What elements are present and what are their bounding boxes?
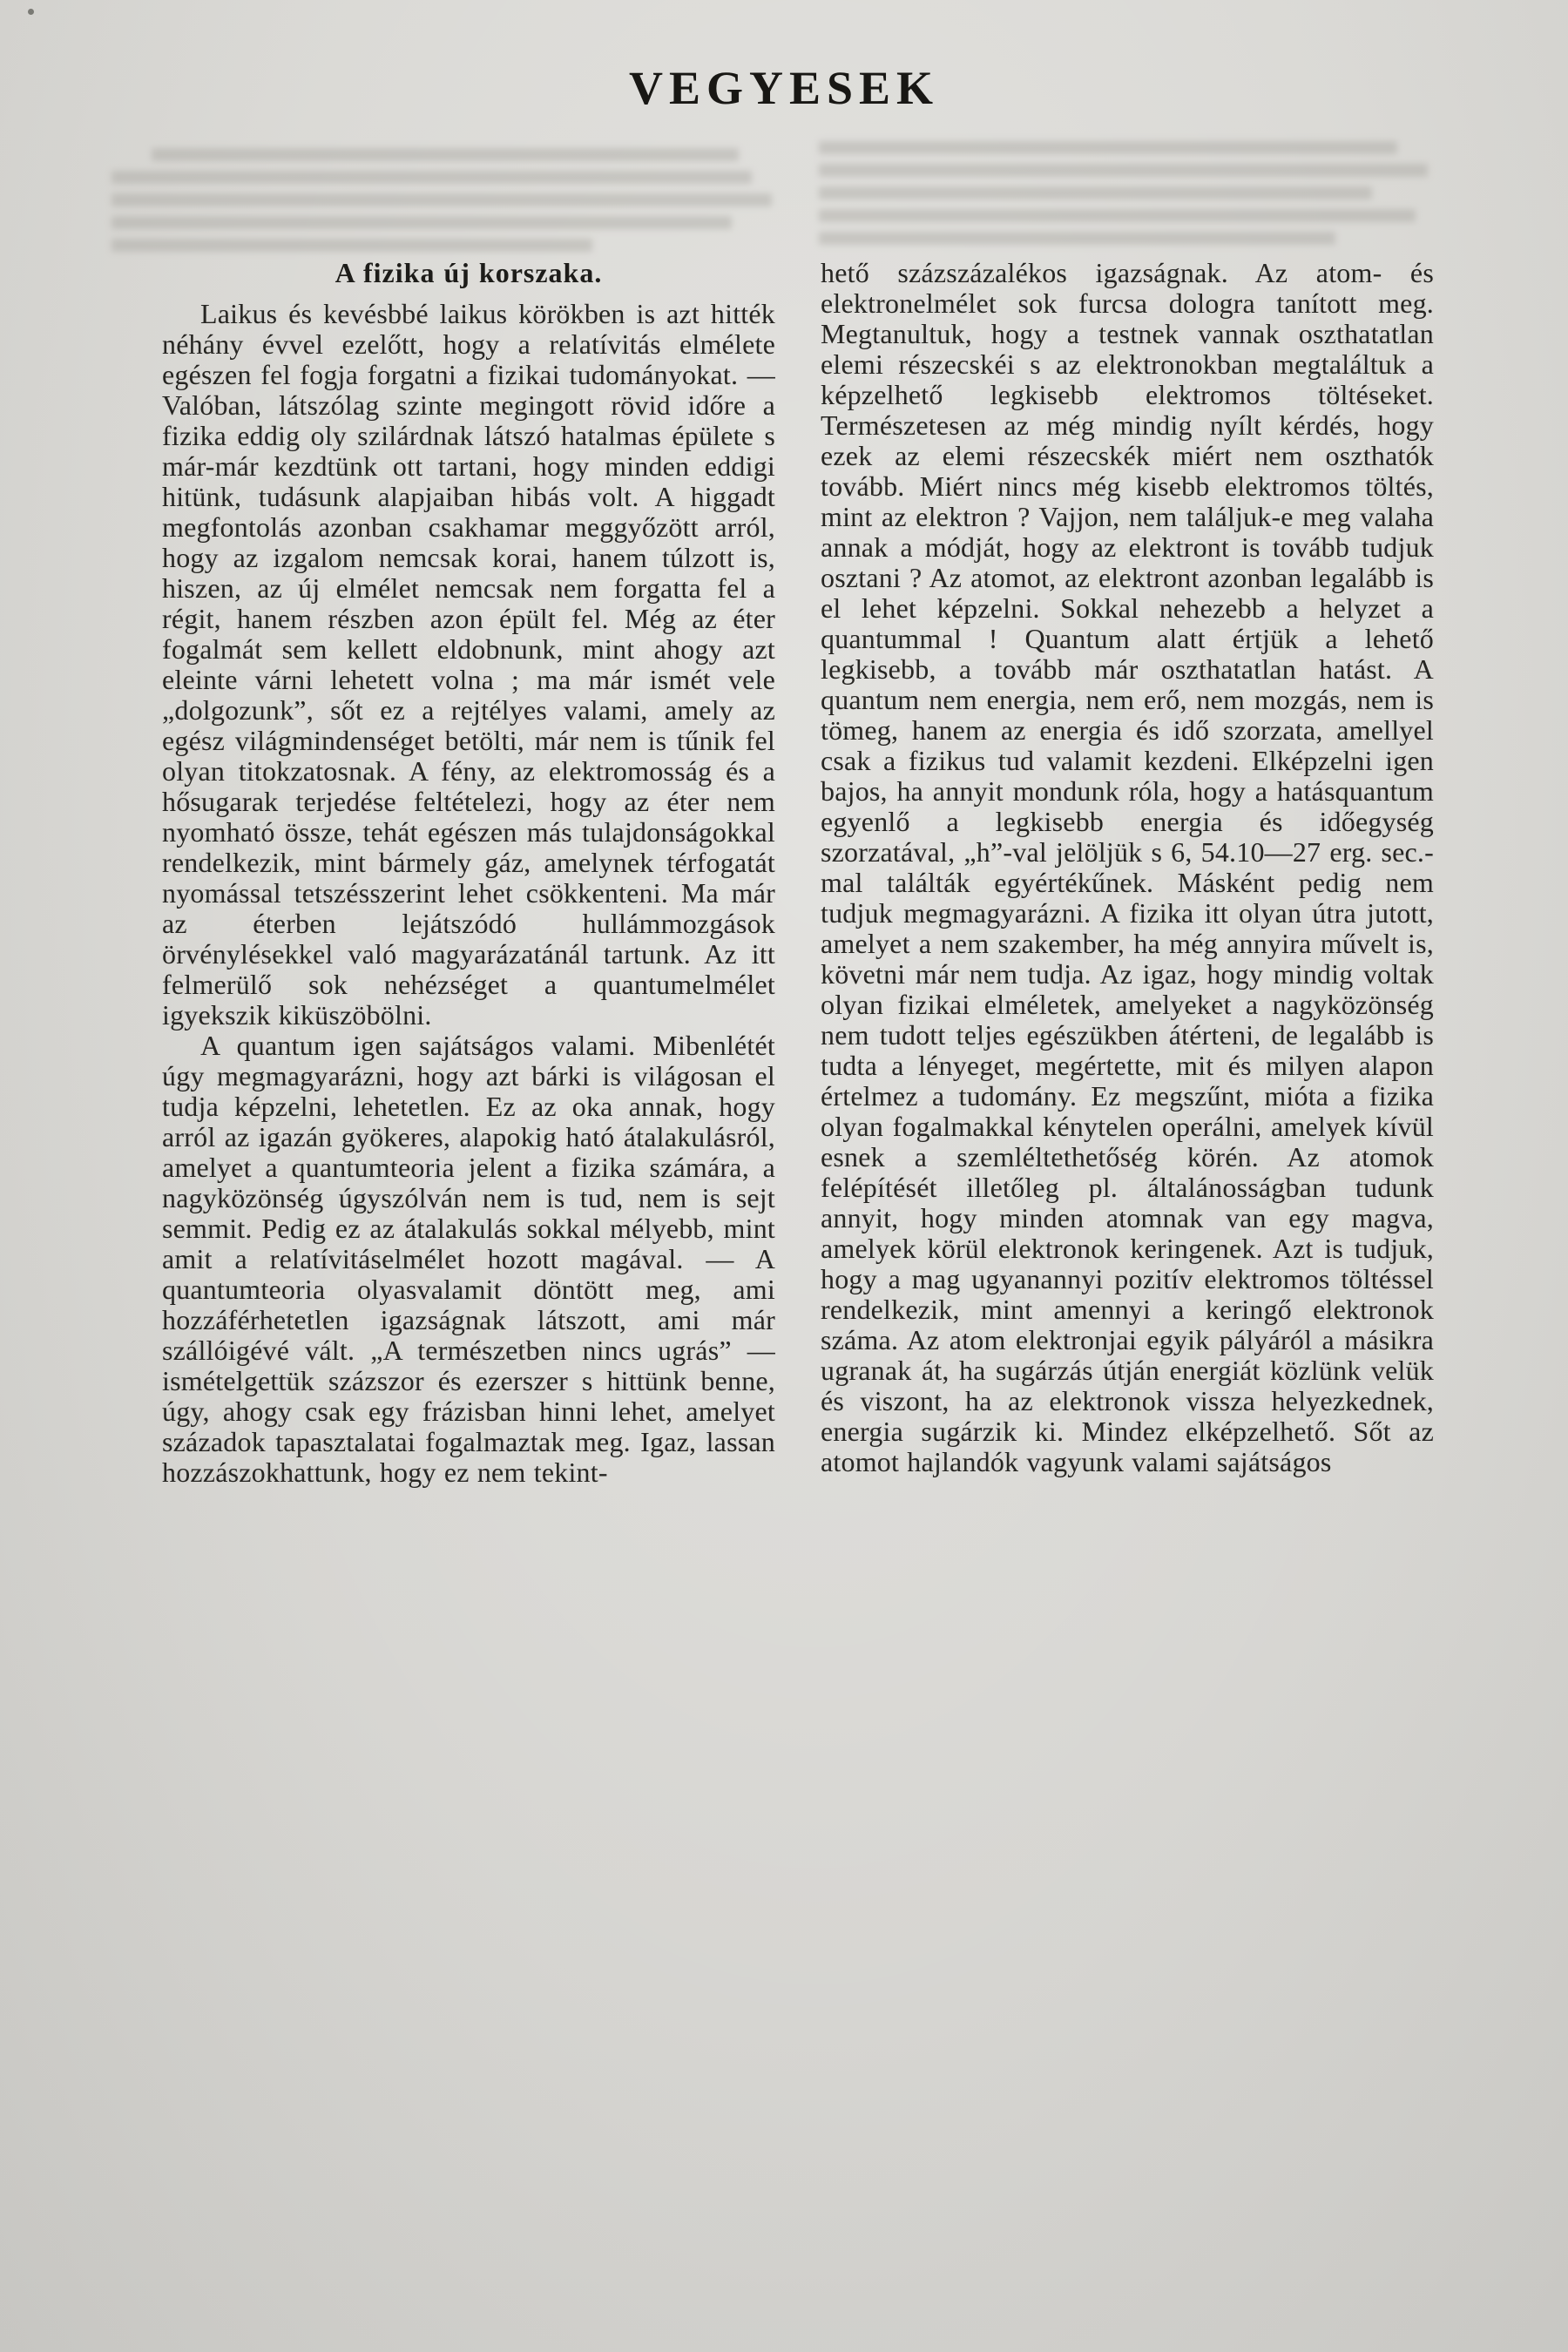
left-column [162,258,775,1488]
article-paragraph: hető százszázalékos igazságnak. Az atom- és elektronelmélet sok furcsa dologra tanított meg. Megtanultuk, hogy a testnek vannak oszthatatlan elemi részecskéi s az elektronokban megtaláltuk a képzelhető legkisebb elektromos töltéseket. Természetesen az még mindig nyílt kérdés, hogy ezek az elemi részecskék miért nem oszthatók tovább. Miért nincs még kisebb elektromos töltés, mint az elektron ? Vajjon, nem találjuk-e meg valaha annak a módját, hogy az elektront is tovább tudjuk osztani ? Az atomot, az elektront azonban legalább is el lehet képzelni. Sokkal nehezebb a helyzet a quantummal ! Quantum alatt értjük a lehető legkisebb, a tovább már oszthatatlan hatást. A quantum nem energia, nem erő, nem mozgás, nem is tömeg, hanem az energia és idő szorzata, amellyel csak a fizikus tud valamit kezdeni. Elképzelni igen bajos, ha annyit mondunk róla, hogy a hatásquantum egyenlő a legkisebb energia és időegység szorzatával, „h”-val jelöljük s 6, 54.10—27 erg. sec.-mal találták egyértékűnek. Másként pedig nem tudjuk megmagyarázni. A fizika itt olyan útra jutott, amelyet a nem szakember, ha még annyira művelt is, követni már nem tudja. Az igaz, hogy mindig voltak olyan fizikai elméletek, amelyeket a nagyközönség nem tudott teljes egészükben átérteni, de legalább is tudta a lényeget, megértette, mit és milyen alapon értelmez a tudomány. Ez megszűnt, mióta a fizika olyan fogalmakkal kénytelen operálni, amelyek kívül esnek a szemléltethetőség körén. Az atomok felépítését illetőleg pl. általánosságban tudunk annyit, hogy minden atomnak van egy magva, amelyek körül elektronok keringenek. Azt is tudjuk, hogy a mag ugyanannyi pozitív elektromos töltéssel rendelkezik, mint amennyi a keringő elektronok száma. Az atom elektronjai egyik pályáról a másikra ugranak át, ha sugárzás útján energiát közlünk velük és viszont, ha az elektronok vissza helyezkednek, energia sugárzik ki. Mindez elképzelhető. Sőt az atomot hajlandók vagyunk valami sajátságos [821,257,1434,1477]
right-column [821,258,1434,1488]
ghost-line [819,232,1335,245]
faded-print-bleedthrough-right [819,141,1434,254]
ghost-line [819,209,1416,222]
ghost-line [819,186,1372,199]
ghost-line [819,164,1428,177]
article-heading: A fizika új korszaka. [335,257,603,288]
article-paragraph: A quantum igen sajátságos valami. Mibenlétét úgy megmagyarázni, hogy azt bárki is világosan el tudja képzelni, lehetetlen. Ez az oka annak, hogy arról az igazán gyökeres, alapokig ható átalakulásról, amelyet a quantumteoria jelent a fizika számára, a nagyközönség úgyszólván nem is tud, nem is sejt semmit. Pedig ez az átalakulás sokkal mélyebb, mint amit a relatívitáselmélet hozott magával. — A quantumteoria olyasvalamit döntött meg, ami hozzáférhetetlen igazságnak látszott, ami már szállóigévé vált. „A természetben nincs ugrás” — ismételgettük százszor és ezerszer s hittünk benne, úgy, ahogy csak egy frázisban hinni lehet, amelyet századok tapasztalatai fogalmaztak meg. Igaz, lassan hozzászokhattunk, hogy ez nem tekint- [162,1030,775,1488]
article-columns [162,258,1434,1488]
ghost-line [112,216,732,229]
page-title: VEGYESEK [628,62,940,114]
ghost-line [819,141,1397,154]
ghost-line [112,171,752,184]
scan-artifact-dot [28,9,34,15]
ghost-line [112,193,772,206]
ghost-line [152,148,739,161]
ghost-line [112,239,592,252]
article-paragraph: Laikus és kevésbbé laikus körökben is azt hitték néhány évvel ezelőtt, hogy a relatívitás elmélete egészen fel fogja forgatni a fizikai tudományokat. — Valóban, látszólag szinte megingott rövid időre a fizika eddig oly szilárdnak látszó hatalmas épülete s már-már kezdtünk ott tartani, hogy minden eddigi hitünk, tudásunk alapjaiban hibás volt. A higgadt megfontolás azonban csakhamar meggyőzött arról, hogy az izgalom nemcsak korai, hanem túlzott is, hiszen, az új elmélet nemcsak nem forgatta fel a régit, hanem részben azon épült fel. Még az éter fogalmát sem kellett eldobnunk, mint ahogy azt eleinte várni lehetett volna ; ma már ismét vele „dolgozunk”, sőt ez a rejtélyes valami, amely az egész világmindenséget betölti, már nem is tűnik fel olyan titokzatosnak. A fény, az elektromosság és a hősugarak terjedése feltételezi, hogy az éter nem nyomható össze, tehát egészen más tulajdonságokkal rendelkezik, mint bármely gáz, amelynek térfogatát nyomással tetszésszerint lehet csökkenteni. Ma már az éterben lejátszódó hullámmozgások örvénylésekkel való magyarázatánál tartunk. Az itt felmerülő sok nehézséget a quantumelmélet igyekszik kiküszöbölni. [162,298,775,1031]
faded-print-bleedthrough-left [112,148,779,261]
